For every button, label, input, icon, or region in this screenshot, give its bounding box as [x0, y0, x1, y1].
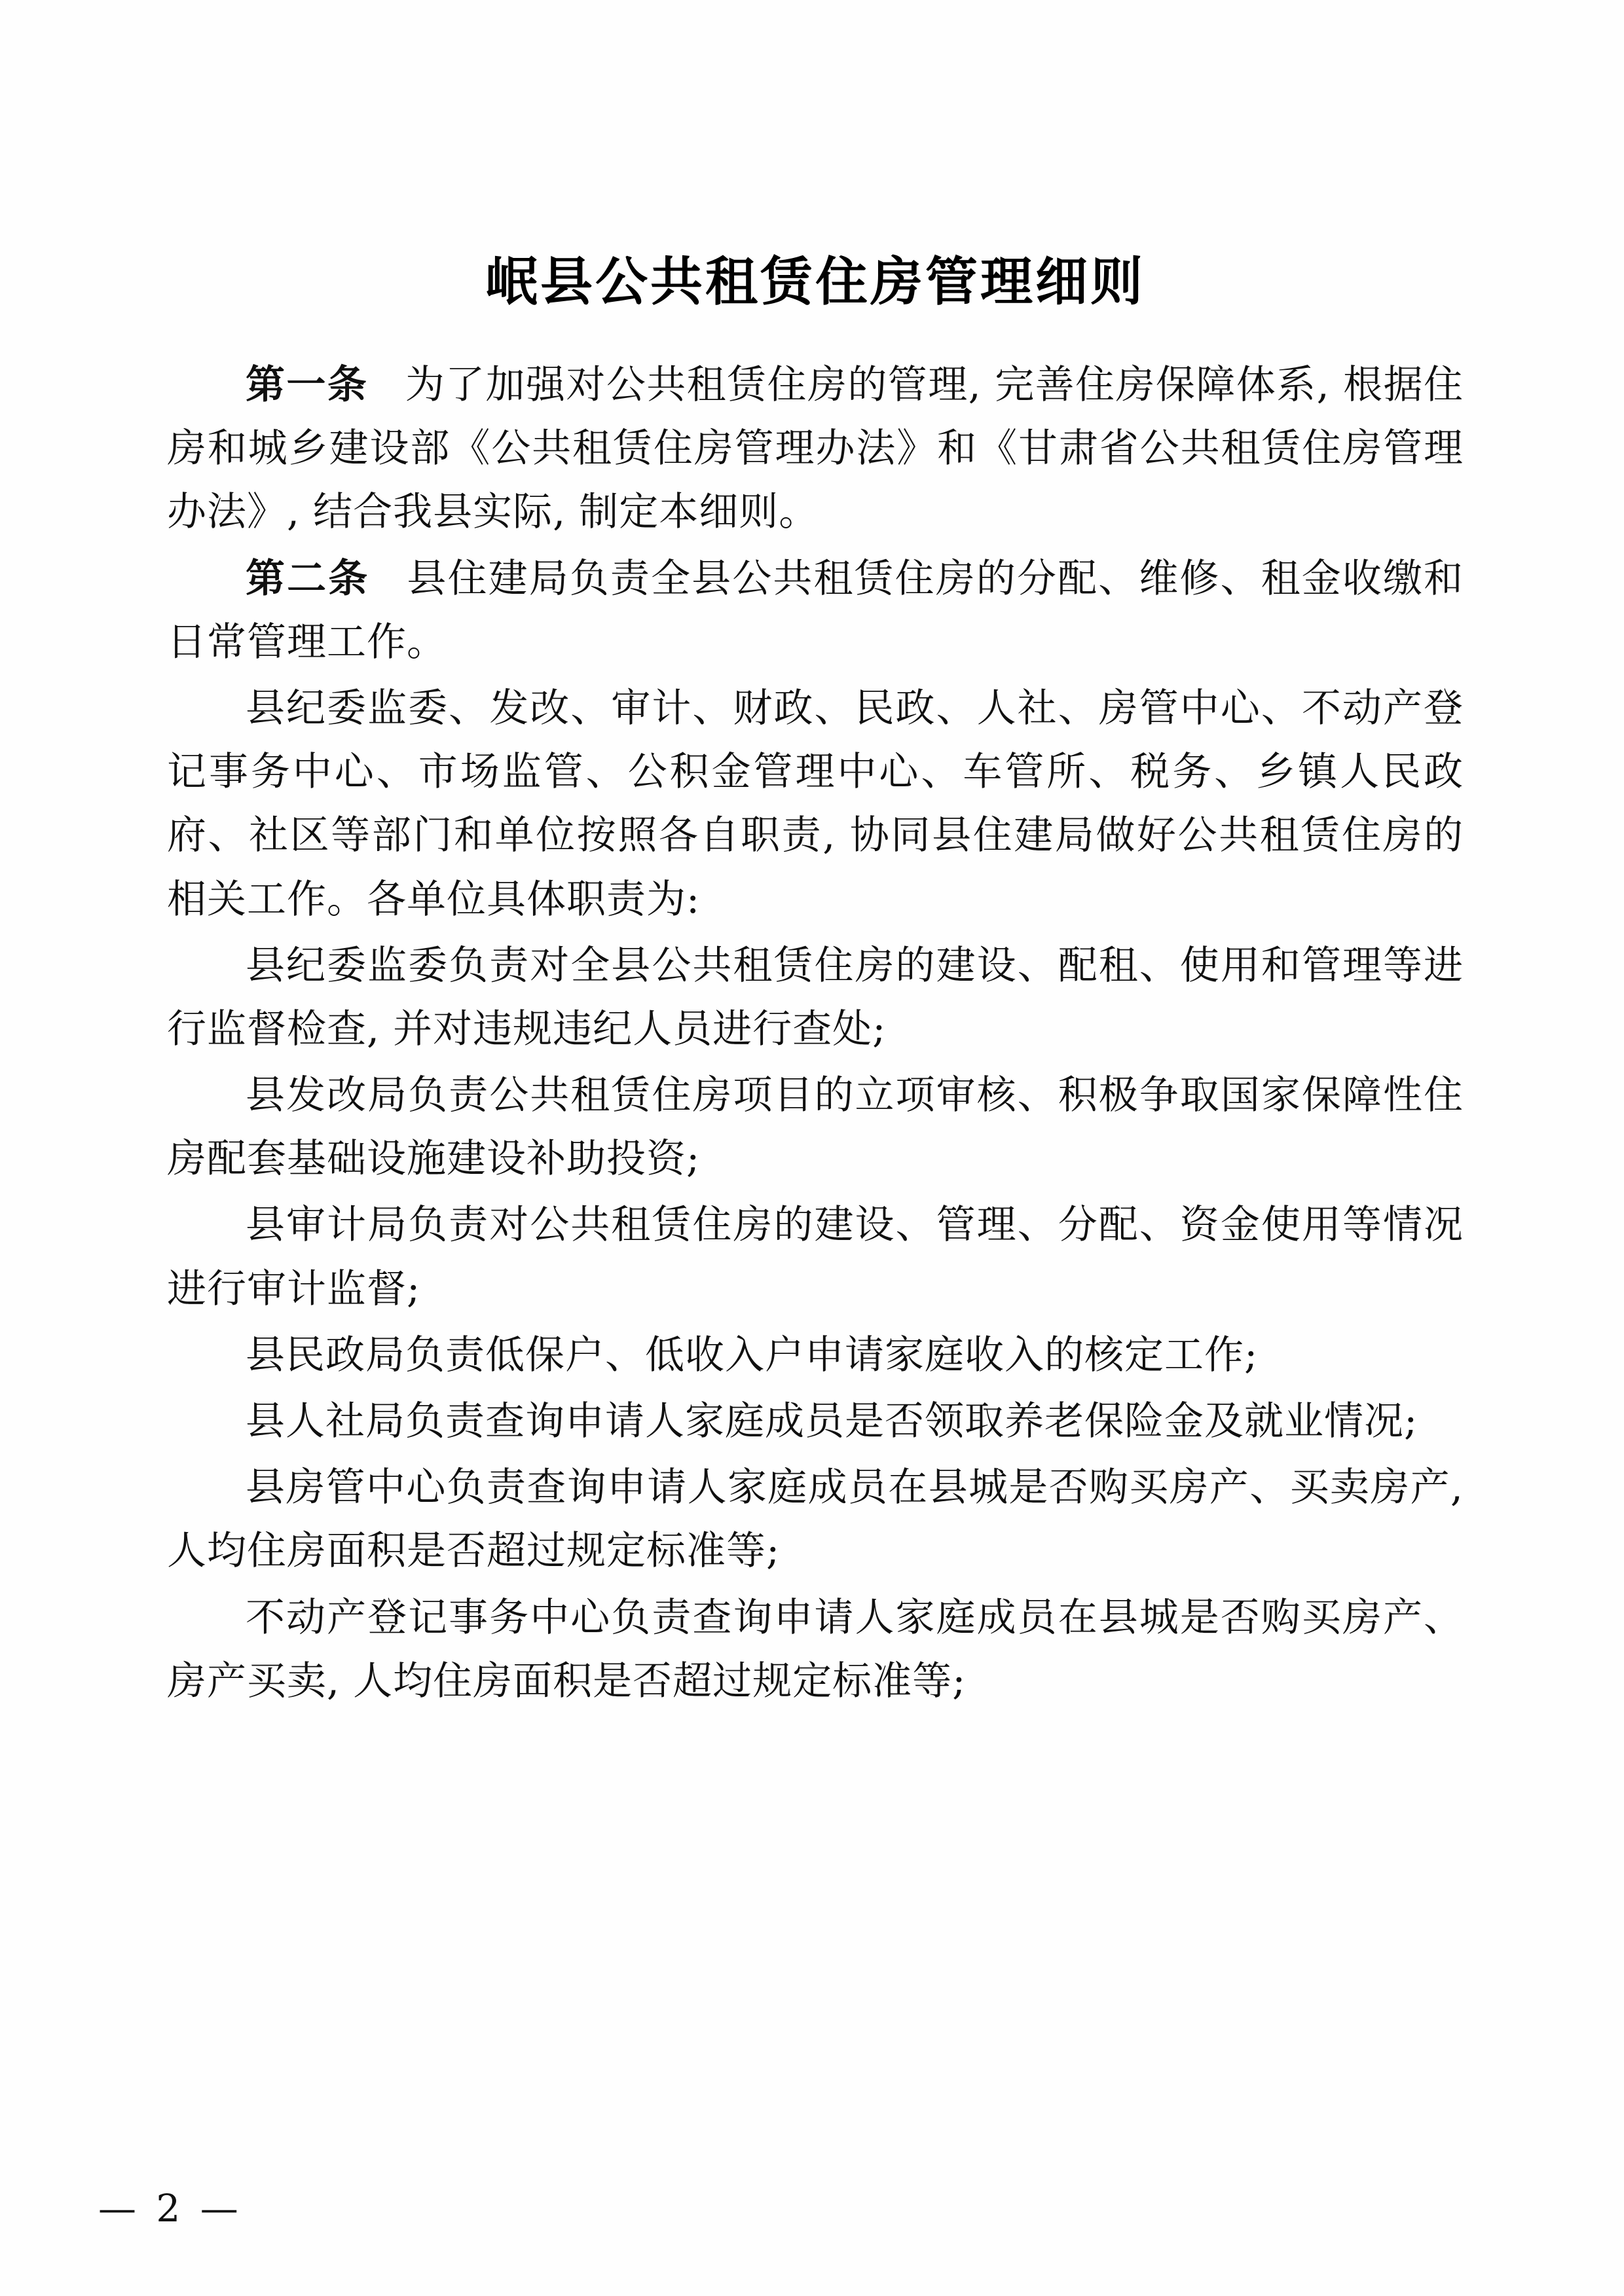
paragraph-lead: 第二条 — [246, 555, 370, 602]
paragraph — [167, 1194, 1464, 1321]
paragraph-text: 县纪委监委、发改、审计、财政、民政、人社、房管中心、不动产登记事务中心、市场监管、公积金管理中心、车管所、税务、乡镇人民政府、社区等部门和单位按照各自职责, 协同县住建局做好公共租赁住房的相关工作。各单位具体职责为: — [167, 685, 1464, 922]
paragraph — [167, 677, 1464, 932]
page-title: 岷县公共租赁住房管理细则 — [485, 251, 1145, 312]
paragraph — [167, 547, 1464, 674]
paragraph-text: 县审计局负责对公共租赁住房的建设、管理、分配、资金使用等情况进行审计监督; — [167, 1202, 1464, 1312]
paragraph-text: 县民政局负责低保户、低收入户申请家庭收入的核定工作; — [246, 1332, 1259, 1378]
paragraph-lead: 第一条 — [246, 362, 369, 408]
paragraph — [167, 1456, 1464, 1583]
paragraph-text: 县纪委监委负责对全县公共租赁住房的建设、配租、使用和管理等进行监督检查, 并对违规违纪人员进行查处; — [167, 942, 1464, 1052]
paragraph — [167, 354, 1464, 545]
paragraph — [167, 1064, 1464, 1191]
document-body — [167, 249, 1464, 1716]
paragraph-text: 为了加强对公共租赁住房的管理, 完善住房保障体系, 根据住房和城乡建设部《公共租赁住房管理办法》和《甘肃省公共租赁住房管理办法》, 结合我县实际, 制定本细则。 — [167, 362, 1464, 536]
paragraph-text: 县人社局负责查询申请人家庭成员是否领取养老保险金及就业情况; — [246, 1398, 1418, 1444]
paragraph-text: 县住建局负责全县公共租赁住房的分配、维修、租金收缴和日常管理工作。 — [167, 555, 1464, 665]
paragraph — [167, 1586, 1464, 1713]
page-number: — 2 — — [98, 2186, 242, 2231]
paragraph — [167, 1390, 1464, 1453]
paragraph-text: 县房管中心负责查询申请人家庭成员在县城是否购买房产、买卖房产, 人均住房面积是否超过规定标准等; — [167, 1465, 1464, 1575]
paragraph — [167, 1324, 1464, 1387]
paragraph — [167, 934, 1464, 1061]
paragraph-text: 不动产登记事务中心负责查询申请人家庭成员在县城是否购买房产、房产买卖, 人均住房面积是否超过规定标准等; — [167, 1594, 1464, 1704]
paragraph-text: 县发改局负责公共租赁住房项目的立项审核、积极争取国家保障性住房配套基础设施建设补助投资; — [167, 1072, 1464, 1182]
